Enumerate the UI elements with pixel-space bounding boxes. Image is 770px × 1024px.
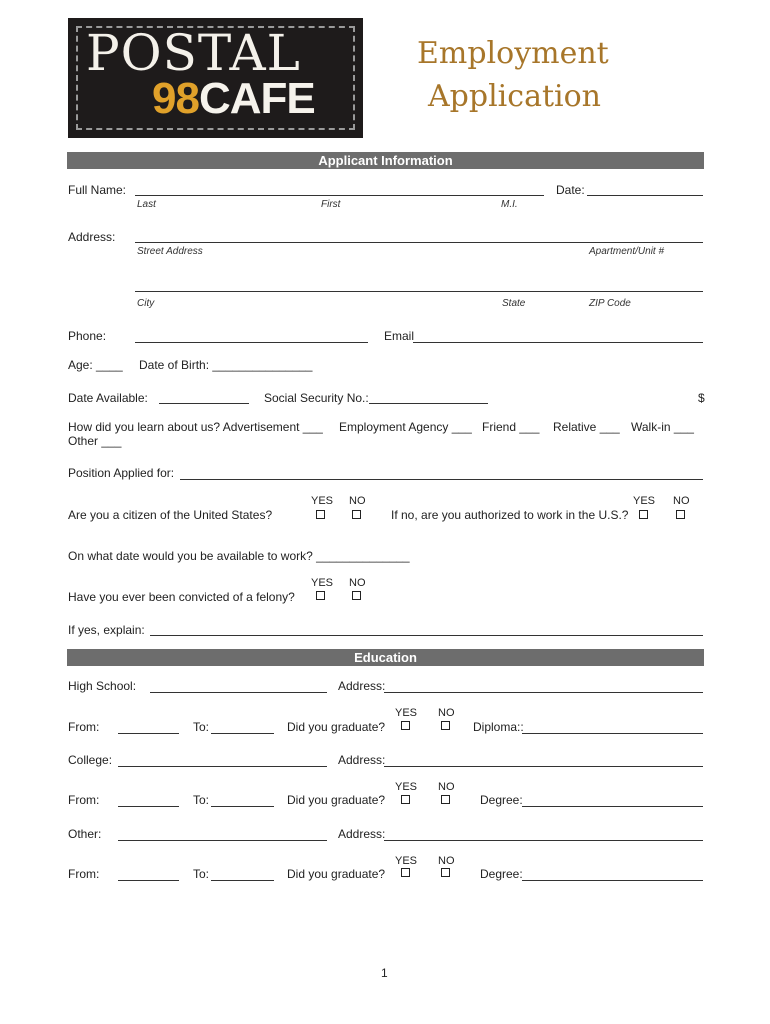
other-yes-label: YES bbox=[395, 855, 418, 867]
other-from-label: From: bbox=[68, 867, 100, 881]
email-label: Email bbox=[384, 329, 415, 343]
ssn-field[interactable] bbox=[369, 403, 488, 404]
hs-graduate-question: Did you graduate? bbox=[287, 720, 386, 734]
authorized-yes-checkbox[interactable] bbox=[639, 510, 648, 519]
diploma-field[interactable] bbox=[522, 733, 703, 734]
city-state-zip-field[interactable] bbox=[135, 291, 703, 292]
explain-field[interactable] bbox=[150, 635, 703, 636]
last-sublabel: Last bbox=[137, 199, 156, 210]
felony-no-checkbox[interactable] bbox=[352, 591, 361, 600]
authorized-no-checkbox[interactable] bbox=[676, 510, 685, 519]
other-graduate-no-checkbox[interactable] bbox=[441, 868, 450, 877]
other-address-field[interactable] bbox=[384, 840, 703, 841]
high-school-address-field[interactable] bbox=[384, 692, 703, 693]
date-label: Date: bbox=[556, 183, 585, 197]
felony-yes-label: YES bbox=[311, 577, 334, 589]
felony-no-label: NO bbox=[349, 577, 366, 589]
felony-yes-checkbox[interactable] bbox=[316, 591, 325, 600]
college-to-field[interactable] bbox=[211, 806, 274, 807]
citizen-question: Are you a citizen of the United States? bbox=[68, 508, 273, 522]
street-address-sublabel: Street Address bbox=[137, 246, 203, 257]
college-from-label: From: bbox=[68, 793, 100, 807]
hs-to-label: To: bbox=[193, 720, 210, 734]
authorized-question: If no, are you authorized to work in the U.S.? bbox=[391, 508, 629, 522]
learn-about-us-advertisement[interactable]: How did you learn about us? Advertisement ___ bbox=[68, 420, 323, 434]
full-name-label: Full Name: bbox=[68, 183, 127, 197]
college-graduate-question: Did you graduate? bbox=[287, 793, 386, 807]
section-applicant-information: Applicant Information bbox=[67, 152, 704, 169]
mi-sublabel: M.I. bbox=[501, 199, 518, 210]
logo-number: 98 bbox=[152, 74, 199, 123]
other-to-field[interactable] bbox=[211, 880, 274, 881]
section-education: Education bbox=[67, 649, 704, 666]
hs-no-label: NO bbox=[438, 707, 455, 719]
hs-yes-label: YES bbox=[395, 707, 418, 719]
learn-employment-agency[interactable]: Employment Agency ___ bbox=[339, 420, 472, 434]
available-to-work-field[interactable]: On what date would you be available to work? ______________ bbox=[68, 549, 410, 563]
age-field[interactable]: Age: ____ bbox=[68, 358, 123, 372]
position-label: Position Applied for: bbox=[68, 466, 175, 480]
other-graduate-yes-checkbox[interactable] bbox=[401, 868, 410, 877]
logo-cafe-word: CAFE bbox=[198, 74, 315, 123]
edge-character: $ bbox=[698, 391, 705, 405]
authorized-no-label: NO bbox=[673, 495, 690, 507]
other-school-label: Other: bbox=[68, 827, 102, 841]
position-field[interactable] bbox=[180, 479, 703, 480]
college-graduate-no-checkbox[interactable] bbox=[441, 795, 450, 804]
hs-from-field[interactable] bbox=[118, 733, 179, 734]
felony-question: Have you ever been convicted of a felony? bbox=[68, 590, 295, 604]
learn-relative[interactable]: Relative ___ bbox=[553, 420, 620, 434]
date-of-birth-field[interactable]: Date of Birth: _______________ bbox=[139, 358, 313, 372]
city-sublabel: City bbox=[137, 298, 155, 309]
title-line2: Application bbox=[428, 79, 601, 114]
college-address-label: Address: bbox=[338, 753, 386, 767]
college-field[interactable] bbox=[118, 766, 327, 767]
hs-from-label: From: bbox=[68, 720, 100, 734]
state-sublabel: State bbox=[502, 298, 526, 309]
date-available-field[interactable] bbox=[159, 403, 249, 404]
logo-postal-text: POSTAL bbox=[86, 24, 301, 82]
authorized-yes-label: YES bbox=[633, 495, 656, 507]
explain-label: If yes, explain: bbox=[68, 623, 145, 637]
high-school-field[interactable] bbox=[150, 692, 327, 693]
college-graduate-yes-checkbox[interactable] bbox=[401, 795, 410, 804]
other-to-label: To: bbox=[193, 867, 210, 881]
hs-graduate-yes-checkbox[interactable] bbox=[401, 721, 410, 730]
other-graduate-question: Did you graduate? bbox=[287, 867, 386, 881]
other-no-label: NO bbox=[438, 855, 455, 867]
email-field[interactable] bbox=[413, 342, 703, 343]
street-address-field[interactable] bbox=[135, 242, 703, 243]
other-address-label: Address: bbox=[338, 827, 386, 841]
college-yes-label: YES bbox=[395, 781, 418, 793]
hs-to-field[interactable] bbox=[211, 733, 274, 734]
full-name-field[interactable] bbox=[135, 195, 544, 196]
college-from-field[interactable] bbox=[118, 806, 179, 807]
diploma-label: Diploma:: bbox=[473, 720, 524, 734]
college-no-label: NO bbox=[438, 781, 455, 793]
logo-cafe-text bbox=[152, 74, 315, 124]
other-school-field[interactable] bbox=[118, 840, 327, 841]
college-degree-label: Degree: bbox=[480, 793, 523, 807]
college-label: College: bbox=[68, 753, 113, 767]
title-line1: Employment bbox=[417, 36, 609, 71]
other-degree-label: Degree: bbox=[480, 867, 523, 881]
phone-label: Phone: bbox=[68, 329, 107, 343]
learn-walk-in[interactable]: Walk-in ___ bbox=[631, 420, 694, 434]
learn-friend[interactable]: Friend ___ bbox=[482, 420, 540, 434]
apartment-sublabel: Apartment/Unit # bbox=[589, 246, 665, 257]
page-number: 1 bbox=[381, 966, 388, 980]
learn-other[interactable]: Other ___ bbox=[68, 434, 122, 448]
college-address-field[interactable] bbox=[384, 766, 703, 767]
citizen-no-label: NO bbox=[349, 495, 366, 507]
college-degree-field[interactable] bbox=[522, 806, 703, 807]
date-available-label: Date Available: bbox=[68, 391, 148, 405]
date-field[interactable] bbox=[587, 195, 703, 196]
address-label: Address: bbox=[68, 230, 116, 244]
college-to-label: To: bbox=[193, 793, 210, 807]
phone-field[interactable] bbox=[135, 342, 368, 343]
high-school-label: High School: bbox=[68, 679, 137, 693]
citizen-yes-checkbox[interactable] bbox=[316, 510, 325, 519]
other-from-field[interactable] bbox=[118, 880, 179, 881]
hs-graduate-no-checkbox[interactable] bbox=[441, 721, 450, 730]
ssn-label: Social Security No.: bbox=[264, 391, 369, 405]
postal-cafe-logo bbox=[68, 18, 363, 138]
other-degree-field[interactable] bbox=[522, 880, 703, 881]
high-school-address-label: Address: bbox=[338, 679, 386, 693]
citizen-yes-label: YES bbox=[311, 495, 334, 507]
first-sublabel: First bbox=[321, 199, 341, 210]
citizen-no-checkbox[interactable] bbox=[352, 510, 361, 519]
zip-sublabel: ZIP Code bbox=[589, 298, 631, 309]
